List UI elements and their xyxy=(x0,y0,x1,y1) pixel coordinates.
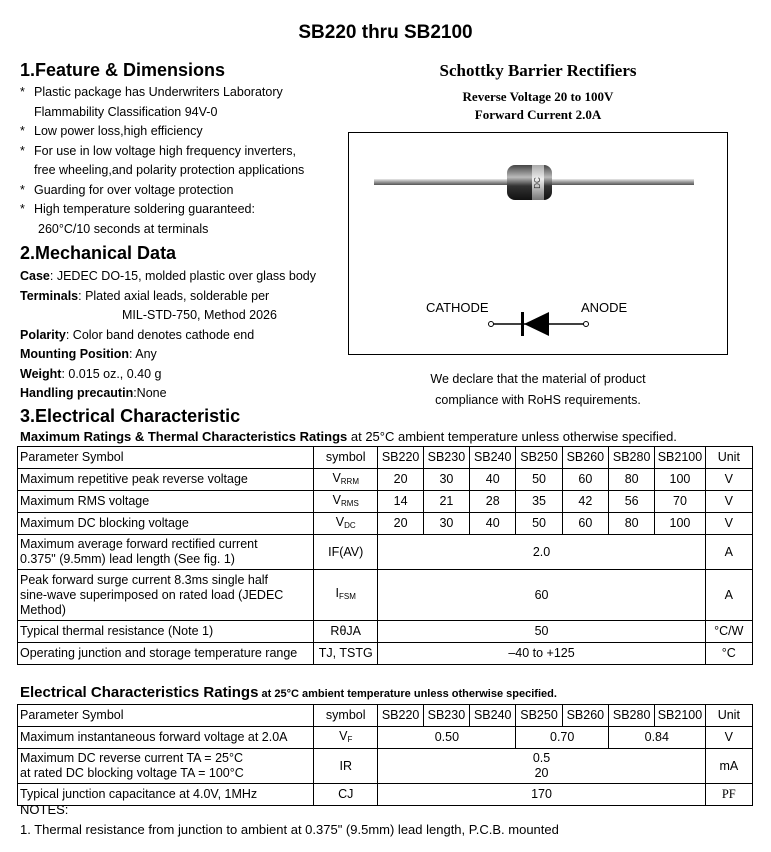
case-line: Case: JEDEC DO-15, molded plastic over glass body xyxy=(20,269,316,283)
electrical-heading: 3.Electrical Characteristic xyxy=(20,406,241,426)
max-ratings-heading: Maximum Ratings & Thermal Characteristics Ratings at 25°C ambient temperature unless otherwise specified. xyxy=(20,429,677,444)
table-header-row: Parameter Symbol symbol SB220 SB230 SB240 SB250 SB260 SB280 SB2100 Unit xyxy=(18,705,753,727)
feature-item: * Guarding for over voltage protection xyxy=(20,182,234,197)
diode-illustration xyxy=(349,133,727,354)
max-ratings-table xyxy=(17,446,753,665)
table-row: Maximum repetitive peak reverse voltage $V_{RRM}$ 20 30 40 50 60 80 100 V xyxy=(18,469,753,491)
table-row: Maximum RMS voltage $V_{RMS}$ 14 21 28 35 42 56 70 V xyxy=(18,491,753,513)
mechanical-data xyxy=(20,267,350,404)
features-list xyxy=(20,83,350,239)
weight-line: Weight: 0.015 oz., 0.40 g xyxy=(20,366,162,381)
anode-label: ANODE xyxy=(581,300,628,315)
diode-body xyxy=(507,165,552,200)
polarity-line: Polarity: Color band denotes cathode end xyxy=(20,327,255,342)
table-row: Typical junction capacitance at 4.0V, 1MHz CJ 170 PF xyxy=(18,784,753,806)
notes-heading: NOTES: xyxy=(20,802,69,817)
cathode-label: CATHODE xyxy=(426,300,489,315)
feature-item: * Plastic package has Underwriters Laboratory Flammability Classification 94V-0 xyxy=(20,85,283,119)
diode-symbol xyxy=(489,312,589,336)
note-1: 1. Thermal resistance from junction to ambient at 0.375" (9.5mm) lead length, P.C.B. mounted xyxy=(20,822,559,837)
feature-item: * Low power loss,high efficiency xyxy=(20,124,203,138)
forward-current: Forward Current 2.0A xyxy=(474,107,602,122)
feature-item: * High temperature soldering guaranteed: 260°C/10 seconds at terminals xyxy=(20,202,255,236)
mechanical-heading: 2.Mechanical Data xyxy=(20,243,177,263)
elec-char-table xyxy=(17,704,753,806)
terminals-line: Terminals: Plated axial leads, solderable per xyxy=(20,288,270,303)
table-row: Maximum instantaneous forward voltage at 2.0A $V_F$ 0.50 0.70 0.84 V xyxy=(18,727,753,749)
terminals-line-2: MIL-STD-750, Method 2026 xyxy=(122,308,277,322)
table-row: Peak forward surge current 8.3ms single half sine-wave superimposed on rated load (JEDEC Method) $I_{FSM}$ 60 A xyxy=(18,570,753,621)
table-row: Typical thermal resistance (Note 1) RθJA 50 °C/W xyxy=(18,621,753,643)
band-marking: DC xyxy=(533,177,542,189)
diode-image-box xyxy=(348,132,728,355)
table-row: Operating junction and storage temperature range TJ, TSTG –40 to +125 °C xyxy=(18,643,753,665)
features-heading: 1.Feature & Dimensions xyxy=(20,60,226,80)
table-header-row: Parameter Symbol symbol SB220 SB230 SB240 SB250 SB260 SB280 SB2100 Unit xyxy=(18,447,753,469)
table-row: Maximum DC blocking voltage $V_{DC}$ 20 30 40 50 60 80 100 V xyxy=(18,513,753,535)
rohs-statement: We declare that the material of product compliance with RoHS requirements. xyxy=(430,372,646,407)
handling-line: Handling precautin:None xyxy=(20,386,167,400)
feature-item: * For use in low voltage high frequency inverters, free wheeling,and polarity protection applications xyxy=(20,143,305,177)
table-row: Maximum average forward rectified current 0.375" (9.5mm) lead length (See fig. 1) IF(AV) 2.0 A xyxy=(18,535,753,570)
elec-char-heading: Electrical Characteristics Ratings at 25°C ambient temperature unless otherwise specified. xyxy=(20,684,557,701)
table-row: Maximum DC reverse current TA = 25°C at rated DC blocking voltage TA = 100°C IR 0.5 20 mA xyxy=(18,749,753,784)
product-name: Schottky Barrier Rectifiers xyxy=(439,61,637,80)
reverse-voltage: Reverse Voltage 20 to 100V xyxy=(462,89,614,104)
mounting-line: Mounting Position: Any xyxy=(20,347,157,361)
document-title: SB220 thru SB2100 xyxy=(298,22,473,43)
